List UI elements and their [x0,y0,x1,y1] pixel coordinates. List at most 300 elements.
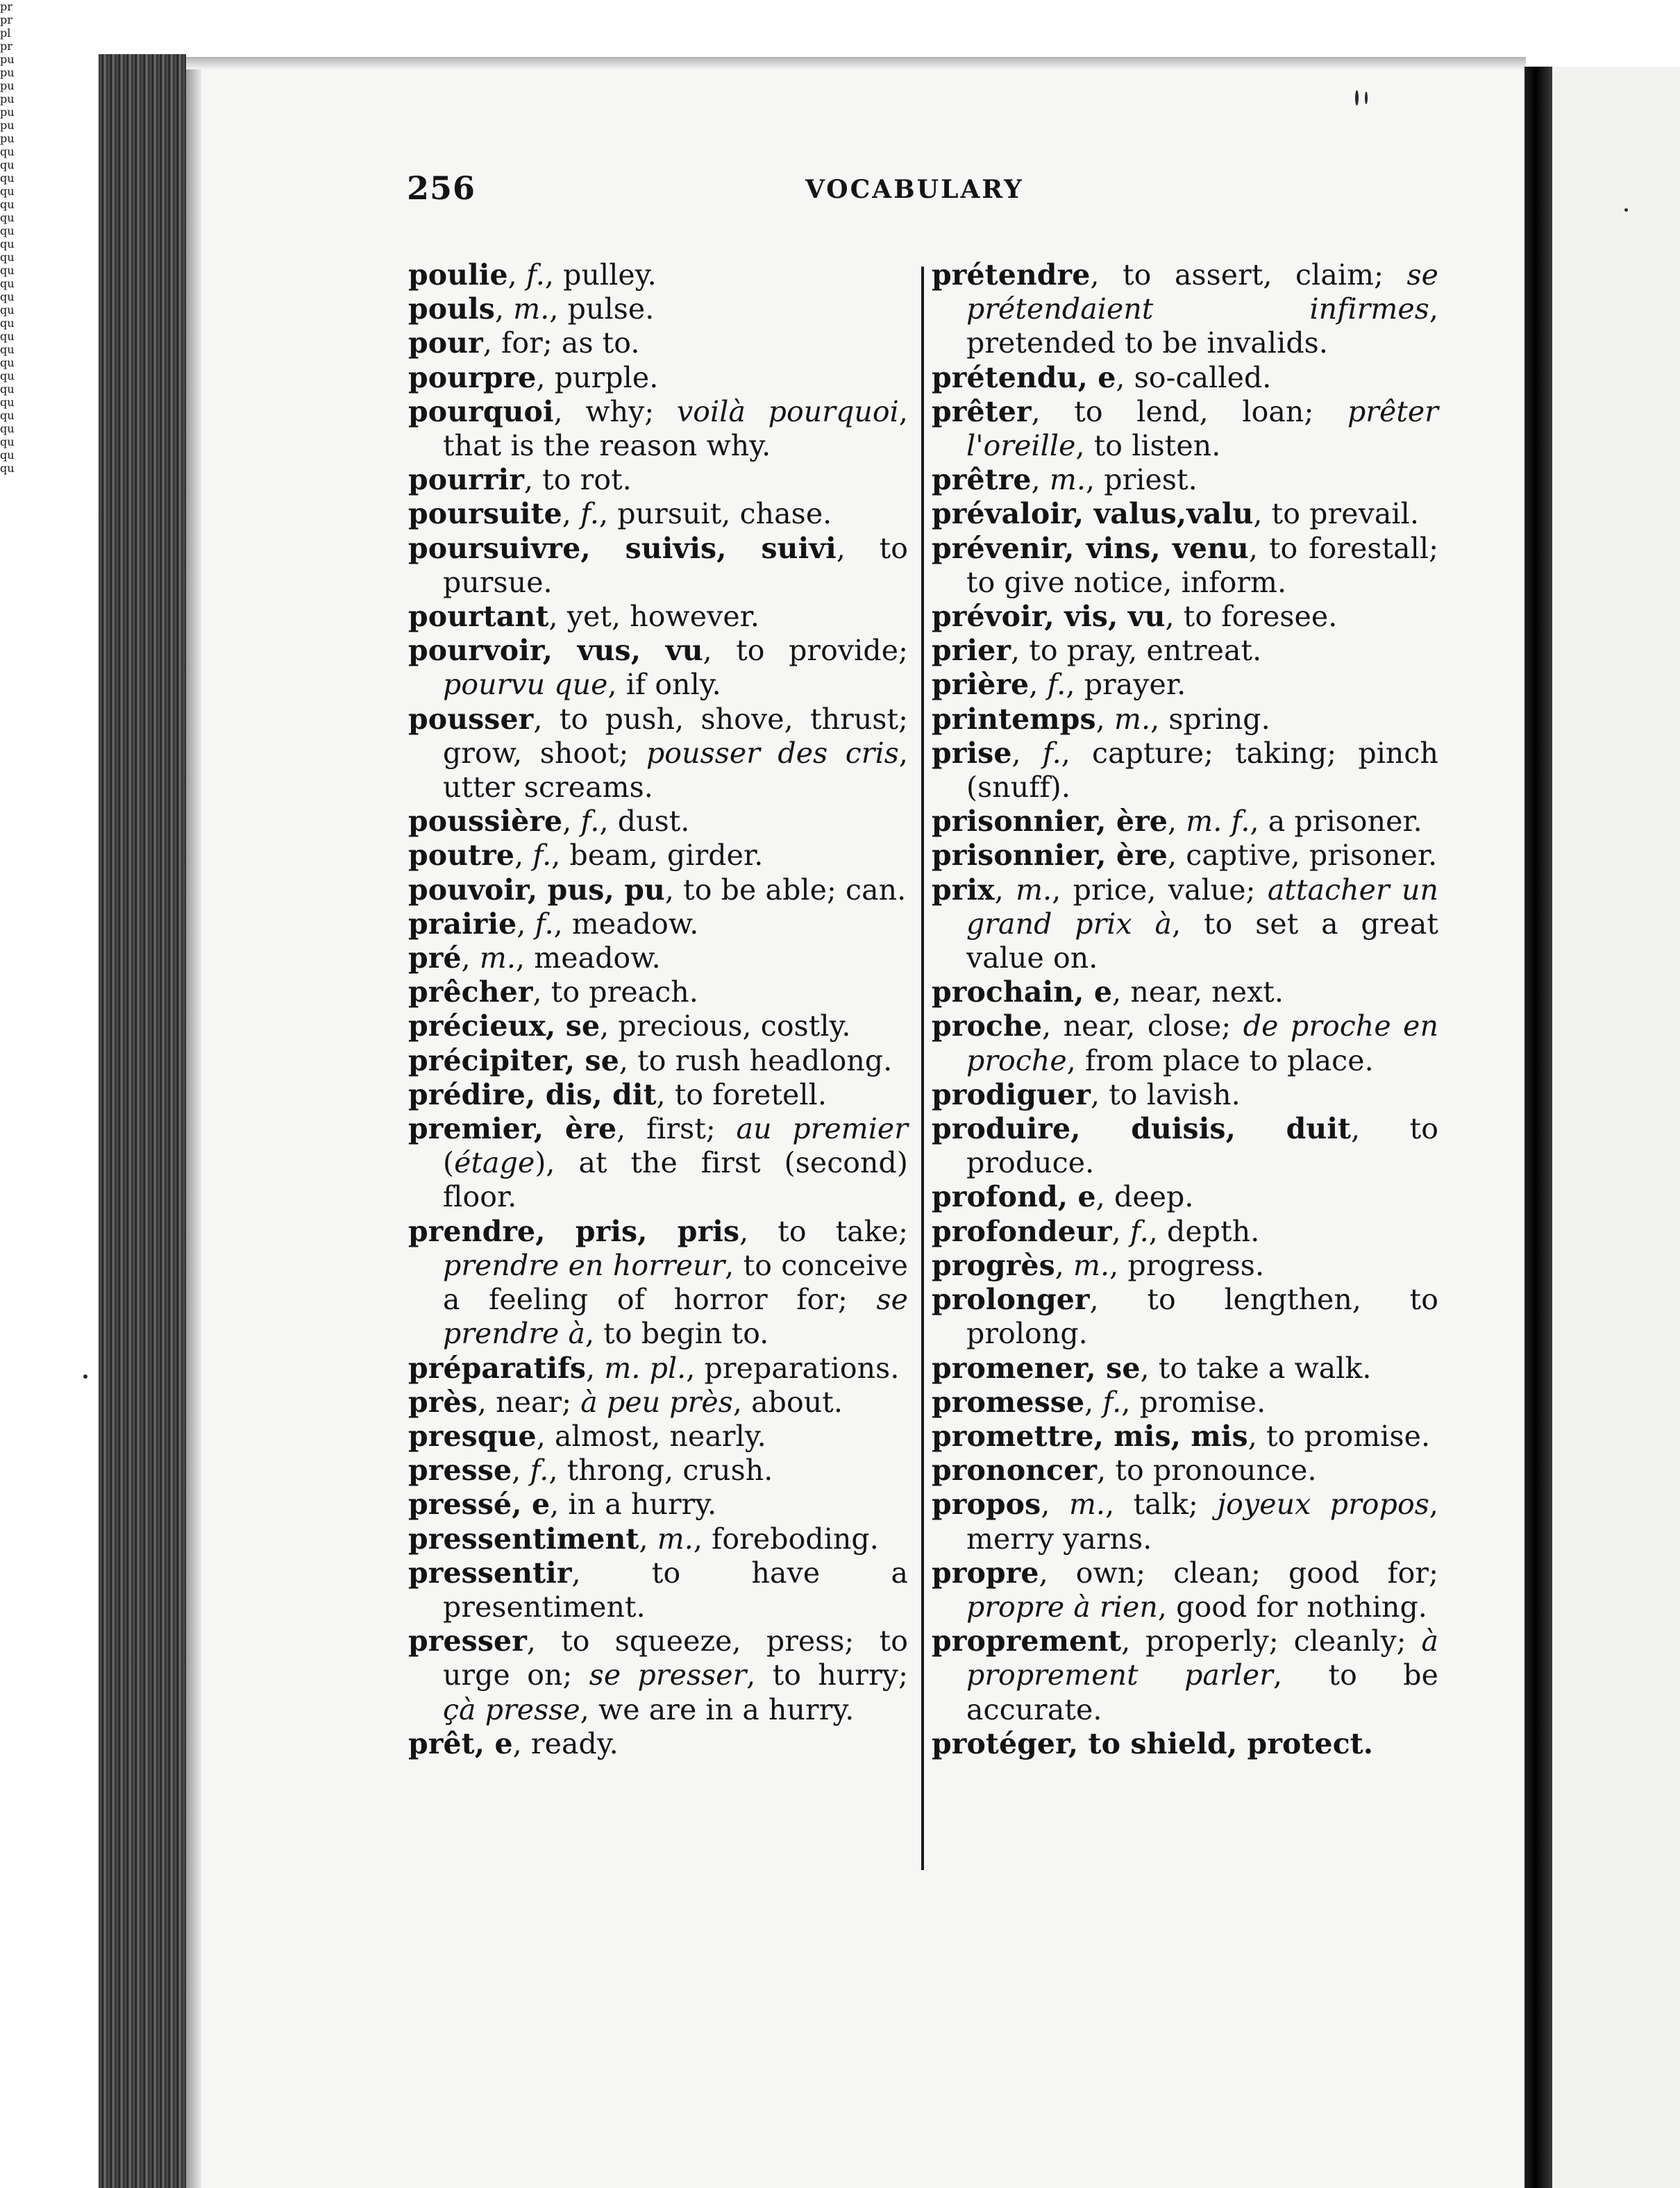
next-page-fragment: pu [0,132,15,145]
left-column [408,258,908,1761]
entry-headword: précieux, se [408,1009,600,1043]
entry-phrase: f. [1047,668,1066,702]
vocabulary-entry [408,1556,908,1624]
next-page-fragment: qu [0,356,15,369]
next-page [1552,67,1680,2188]
entry-headword: pouls [408,292,495,326]
entry-phrase: prêter l'oreille [966,394,1438,463]
next-page-fragment: pr [0,0,12,13]
vocabulary-entry [932,361,1438,395]
entry-headword: presse [408,1454,512,1488]
vocabulary-entry [932,600,1438,634]
entry-headword: prix [932,873,995,907]
vocabulary-entry [932,1078,1438,1112]
entry-definition: , [586,1351,605,1385]
entry-phrase: f. [1102,1385,1122,1419]
entry-headword: pré [408,941,462,975]
entry-headword: poussière [408,805,563,839]
entry-definition: , pulse. [549,292,655,326]
entry-definition: , to promise. [1248,1419,1431,1453]
entry-definition: , capture; taking; pinch (snuff). [966,736,1438,805]
page-top-shadow [186,57,1526,69]
vocabulary-entry [408,1488,908,1522]
entry-definition: , [1084,1385,1103,1419]
entry-definition: , to foresee. [1165,600,1338,634]
entry-headword: pressentiment [408,1522,639,1556]
next-page-fragment: qu [0,330,15,343]
next-page-fragment: pu [0,106,15,119]
vocabulary-entry [408,258,908,292]
entry-definition: , [1011,736,1043,770]
vocabulary-entry [932,1352,1438,1386]
vocabulary-entry [408,702,908,805]
entry-headword: prévenir, vins, venu [932,531,1249,565]
entry-definition: , depth. [1148,1214,1260,1248]
entry-phrase: au premier [736,1112,908,1146]
entry-definition: , to take a walk. [1140,1351,1372,1385]
entry-headword: prêcher [408,975,533,1009]
entry-phrase: se prendre à [443,1283,908,1351]
entry-definition: , to produce. [966,1112,1438,1180]
vocabulary-entry [932,1180,1438,1214]
entry-definition: , good for nothing. [1157,1590,1427,1624]
entry-definition: , meadow. [553,907,699,941]
vocabulary-entry [932,1215,1438,1249]
vocabulary-entry [408,395,908,463]
entry-headword: pourrir [408,463,524,497]
entry-definition: , [562,497,581,531]
vocabulary-entry [932,668,1438,702]
page-title: VOCABULARY [805,175,1024,204]
entry-definition: , that is the reason why. [443,394,908,463]
entry-definition: , yet, however. [548,600,760,634]
entry-definition: , talk; [1105,1488,1218,1522]
vocabulary-entry [408,326,908,360]
entry-headword: prétendu, e [932,360,1116,394]
entry-headword: prisonnier, ère [932,805,1168,839]
entry-phrase: f. [1129,1214,1149,1248]
next-page-fragment: pu [0,119,15,132]
page-number: 256 [407,169,476,207]
next-page-fragment: qu [0,264,15,277]
entry-definition: , to pray, entreat. [1011,634,1262,668]
entry-headword: pressentir [408,1556,572,1590]
vocabulary-entry [408,839,908,873]
entry-headword: propos [932,1488,1041,1522]
entry-phrase: m. pl. [604,1351,687,1385]
vocabulary-entry [408,873,908,907]
vocabulary-entry [408,1215,908,1352]
entry-headword: profond, e [932,1180,1096,1214]
next-page-fragment: qu [0,198,15,211]
entry-definition: , to be able; can. [664,873,907,907]
entry-headword: près [408,1385,478,1419]
vocabulary-entry [932,497,1438,531]
entry-definition: , to provide; [703,634,908,668]
entry-definition: , near, next. [1112,975,1284,1009]
vocabulary-entry [932,737,1438,805]
entry-headword: prochain, e [932,975,1113,1009]
entry-headword: promener, se [932,1351,1141,1385]
entry-definition: , to prevail. [1253,497,1419,531]
entry-headword: prisonnier, ère [932,839,1168,873]
vocabulary-entry [932,1624,1438,1727]
entry-headword: prodiguer [932,1077,1091,1111]
next-page-fragment: qu [0,277,15,290]
entry-definition: , progress. [1109,1248,1265,1282]
next-page-fragment: qu [0,435,15,448]
next-page-fragment: qu [0,211,15,224]
entry-definition: , to conceive a feeling of horror for; [443,1248,908,1317]
entry-definition: , ready. [512,1726,619,1760]
entry-headword: pourvoir, vus, vu [408,634,703,668]
vocabulary-entry [408,497,908,531]
vocabulary-entry [408,600,908,634]
vocabulary-entry [408,941,908,975]
page-edge-stack [99,54,186,2188]
entry-phrase: étage [454,1146,535,1180]
entry-definition: , [1041,1488,1069,1522]
vocabulary-entry [408,1009,908,1043]
next-page-fragment: pr [0,13,12,26]
entry-phrase: se prétendaient infirmes [966,258,1438,326]
entry-definition: , for; as to. [482,326,640,360]
entry-definition: , a prisoner. [1250,805,1422,839]
next-page-fragment: pr [0,40,12,53]
entry-definition: , own; clean; good for; [1039,1556,1438,1590]
entry-definition: , if only. [607,668,721,702]
entry-definition: , [1168,805,1186,839]
vocabulary-entry [932,532,1438,600]
entry-definition: , pulley. [544,258,657,292]
entry-definition: , to lavish. [1090,1077,1241,1111]
entry-headword: pourquoi [408,394,554,428]
vocabulary-entry [932,1556,1438,1624]
entry-definition: , [1111,1214,1130,1248]
entry-definition: , [512,1454,530,1488]
entry-headword: prière [932,668,1030,702]
entry-headword: progrès [932,1248,1055,1282]
vocabulary-entry [408,1078,908,1112]
entry-headword: prolonger [932,1283,1090,1317]
entry-phrase: f. [530,1454,549,1488]
entry-headword: pourtant [408,600,549,634]
entry-headword: protéger, to shield, protect. [932,1726,1374,1760]
entry-phrase: à proprement parler [966,1624,1438,1692]
right-column [932,258,1438,1761]
vocabulary-entry [932,1488,1438,1556]
entry-phrase: m. [1073,1248,1110,1282]
entry-headword: prise [932,736,1012,770]
vocabulary-entry [932,975,1438,1009]
vocabulary-entry [408,907,908,941]
entry-definition: , [514,839,533,873]
entry-headword: produire, duisis, duit [932,1112,1352,1146]
entry-headword: premier, ère [408,1112,617,1146]
entry-definition: , pursuit, chase. [599,497,832,531]
entry-phrase: à peu près [580,1385,733,1419]
entry-definition: , spring. [1150,702,1270,736]
entry-definition: , precious, costly. [600,1009,851,1043]
entry-headword: préparatifs [408,1351,587,1385]
entry-definition: , in a hurry. [550,1488,717,1522]
next-page-fragment: qu [0,462,15,475]
entry-definition: , to squeeze, press; to urge on; [443,1624,908,1692]
entry-headword: presque [408,1419,537,1453]
entry-definition: , so-called. [1116,360,1272,394]
entry-headword: prêtre [932,463,1032,497]
entry-headword: prêter [932,394,1032,428]
entry-headword: prévaloir, valus,valu [932,497,1254,531]
entry-headword: promettre, mis, mis [932,1419,1248,1453]
entry-definition: , to begin to. [585,1317,769,1351]
entry-definition: , promise. [1121,1385,1266,1419]
entry-definition: , to lengthen, to prolong. [966,1283,1438,1351]
entry-phrase: m. [479,941,516,975]
entry-definition: , [1055,1248,1074,1282]
entry-definition: , meadow. [516,941,661,975]
entry-definition: , to set a great value on. [966,907,1438,975]
entry-definition: , [994,873,1016,907]
entry-definition: , [461,941,480,975]
entry-phrase: m. [657,1522,694,1556]
entry-phrase: voilà pourquoi [676,394,899,428]
entry-definition: , to push, shove, thrust; grow, shoot; [443,702,908,770]
entry-definition: , priest. [1085,463,1198,497]
vocabulary-entry [932,1009,1438,1077]
entry-phrase: f. [1042,736,1061,770]
vocabulary-entry [408,1624,908,1727]
entry-definition: , to foretell. [656,1077,827,1111]
entry-phrase: pousser des cris [646,736,899,770]
next-page-fragment: qu [0,409,15,422]
entry-headword: poursuivre, suivis, suivi [408,531,837,565]
entry-phrase: m. [513,292,550,326]
entry-phrase: m. [1016,873,1052,907]
entry-phrase: f. [580,497,600,531]
next-page-fragment: qu [0,158,15,171]
entry-definition: , near; [477,1385,581,1419]
vocabulary-entry [932,1454,1438,1488]
entry-phrase: m. f. [1186,805,1250,839]
entry-definition: , to pronounce. [1097,1454,1317,1488]
entry-phrase: m. [1049,463,1086,497]
vocabulary-entry [408,532,908,600]
entry-definition: , to pursue. [443,531,908,599]
entry-headword: précipiter, se [408,1043,619,1077]
entry-definition: , preparations. [686,1351,900,1385]
page-edge-shadow [186,61,201,2188]
entry-headword: printemps [932,702,1096,736]
entry-definition: , [494,292,514,326]
entry-headword: prononcer [932,1454,1098,1488]
entry-headword: presser [408,1624,527,1658]
vocabulary-entry [408,463,908,497]
next-page-fragment: qu [0,303,15,317]
entry-definition: , first; [616,1112,737,1146]
next-page-fragment: qu [0,290,15,303]
entry-headword: prêt, e [408,1726,513,1760]
entry-definition: , to have a presentiment. [443,1556,908,1624]
next-page-fragment: pu [0,92,15,106]
entry-definition: , to rush headlong. [619,1043,893,1077]
entry-definition: , almost, nearly. [536,1419,766,1453]
entry-headword: profondeur [932,1214,1112,1248]
running-head [407,169,1320,211]
next-page-fragment: qu [0,171,15,185]
vocabulary-entry [932,702,1438,737]
entry-definition: , price, value; [1052,873,1268,907]
vocabulary-entry [408,1044,908,1078]
next-page-fragment: qu [0,382,15,396]
vocabulary-entry [932,1112,1438,1180]
entry-phrase: prendre en horreur [443,1248,725,1282]
entry-headword: pousser [408,702,534,736]
entry-definition: , merry yarns. [966,1488,1439,1556]
entry-definition: , we are in a hurry. [580,1692,855,1726]
vocabulary-entry [408,1112,908,1215]
vocabulary-entry [932,873,1438,976]
entry-definition: , to forestall; to give notice, inform. [966,531,1438,599]
entry-headword: pressé, e [408,1488,551,1522]
vocabulary-entry [932,839,1438,873]
entry-definition: , to take; [739,1214,908,1248]
vocabulary-entry [408,805,908,839]
entry-definition: , beam, girder. [551,839,764,873]
entry-phrase: çà presse [443,1692,580,1726]
entry-phrase: f. [535,907,554,941]
entry-headword: prédire, dis, dit [408,1077,657,1111]
entry-phrase: f. [580,805,600,839]
next-page-fragment: pu [0,53,15,66]
next-page-fragment: qu [0,422,15,435]
entry-definition: , to rot. [523,463,632,497]
next-page-fragment: pu [0,66,15,79]
next-page-fragment: qu [0,448,15,462]
entry-headword: pourpre [408,360,537,394]
entry-headword: prévoir, vis, vu [932,600,1166,634]
vocabulary-entry [408,1420,908,1454]
entry-definition: , [507,258,526,292]
entry-definition: , near, close; [1042,1009,1243,1043]
entry-definition: , purple. [536,360,659,394]
entry-phrase: de proche en proche [966,1009,1438,1077]
vocabulary-entry [932,1386,1438,1420]
vocabulary-entry [932,1249,1438,1283]
next-page-fragment: qu [0,369,15,382]
entry-definition: ( [443,1146,455,1180]
entry-definition: , to be accurate. [966,1658,1438,1726]
next-page-fragment: qu [0,251,15,264]
vocabulary-entry [408,361,908,395]
entry-definition: , [1095,702,1114,736]
entry-headword: pouvoir, pus, pu [408,873,665,907]
vocabulary-entry [932,258,1438,361]
vocabulary-entry [932,395,1438,463]
vocabulary-entry [408,1727,908,1761]
entry-phrase: joyeux propos [1217,1488,1429,1522]
entry-definition: , [1029,668,1048,702]
entry-definition: , from place to place. [1066,1043,1374,1077]
next-page-fragment: qu [0,396,15,409]
entry-definition: , [562,805,581,839]
entry-definition: , [639,1522,657,1556]
entry-definition: , captive, prisoner. [1168,839,1438,873]
entry-definition: , why; [553,394,677,428]
entry-headword: prétendre [932,258,1091,292]
vocabulary-entry [932,1283,1438,1351]
entry-definition: , [516,907,535,941]
next-page-fragment: qu [0,224,15,237]
entry-definition: , utter screams. [443,736,908,805]
entry-definition: , deep. [1095,1180,1194,1214]
entry-definition: , pretended to be invalids. [966,292,1438,360]
vocabulary-entry [408,1454,908,1488]
entry-headword: promesse [932,1385,1085,1419]
next-page-fragment: qu [0,343,15,356]
vocabulary-entry [408,1522,908,1556]
next-page-fragment: pl [0,26,11,40]
entry-headword: pour [408,326,483,360]
entry-phrase: f. [526,258,545,292]
entry-headword: prendre, pris, pris [408,1214,740,1248]
entry-definition: , [1031,463,1050,497]
vocabulary-entry [408,292,908,326]
next-page-fragment: qu [0,185,15,198]
entry-headword: poursuite [408,497,562,531]
entry-headword: prairie [408,907,517,941]
entry-definition: , to hurry; [746,1658,908,1692]
entry-phrase: attacher un grand prix à [966,873,1439,941]
vocabulary-entry [408,975,908,1009]
entry-phrase: se presser [589,1658,747,1692]
entry-definition: , to preach. [532,975,698,1009]
entry-phrase: m. [1068,1488,1106,1522]
vocabulary-entry [408,1352,908,1386]
entry-headword: propre [932,1556,1039,1590]
entry-headword: poulie [408,258,508,292]
next-page-fragment: qu [0,145,15,158]
vocabulary-entry [408,1386,908,1420]
entry-definition: , about. [732,1385,843,1419]
vocabulary-entry [932,805,1438,839]
entry-headword: proche [932,1009,1043,1043]
column-rule [921,267,924,1870]
entry-phrase: pourvu que [443,668,608,702]
entry-definition: , to listen. [1075,429,1221,463]
entry-phrase: m. [1114,702,1151,736]
next-page-fragment: qu [0,237,15,251]
entry-definition: , throng, crush. [548,1454,773,1488]
entry-definition: , properly; cleanly; [1121,1624,1422,1658]
entry-phrase: f. [532,839,552,873]
book-gutter [1524,67,1552,2188]
entry-phrase: propre à rien [966,1590,1158,1624]
vocabulary-entry [932,634,1438,668]
vocabulary-entry [408,634,908,702]
entry-headword: proprement [932,1624,1122,1658]
vocabulary-entry [932,1420,1438,1454]
entry-definition: , to assert, claim; [1090,258,1407,292]
vocabulary-entry [932,1727,1438,1761]
entry-headword: poutre [408,839,515,873]
next-page-fragment: pu [0,79,15,92]
entry-definition: , foreboding. [693,1522,879,1556]
vocabulary-entry [932,463,1438,497]
entry-headword: prier [932,634,1011,668]
entry-definition: ), at the first (second) floor. [443,1146,908,1214]
entry-definition: , dust. [599,805,690,839]
